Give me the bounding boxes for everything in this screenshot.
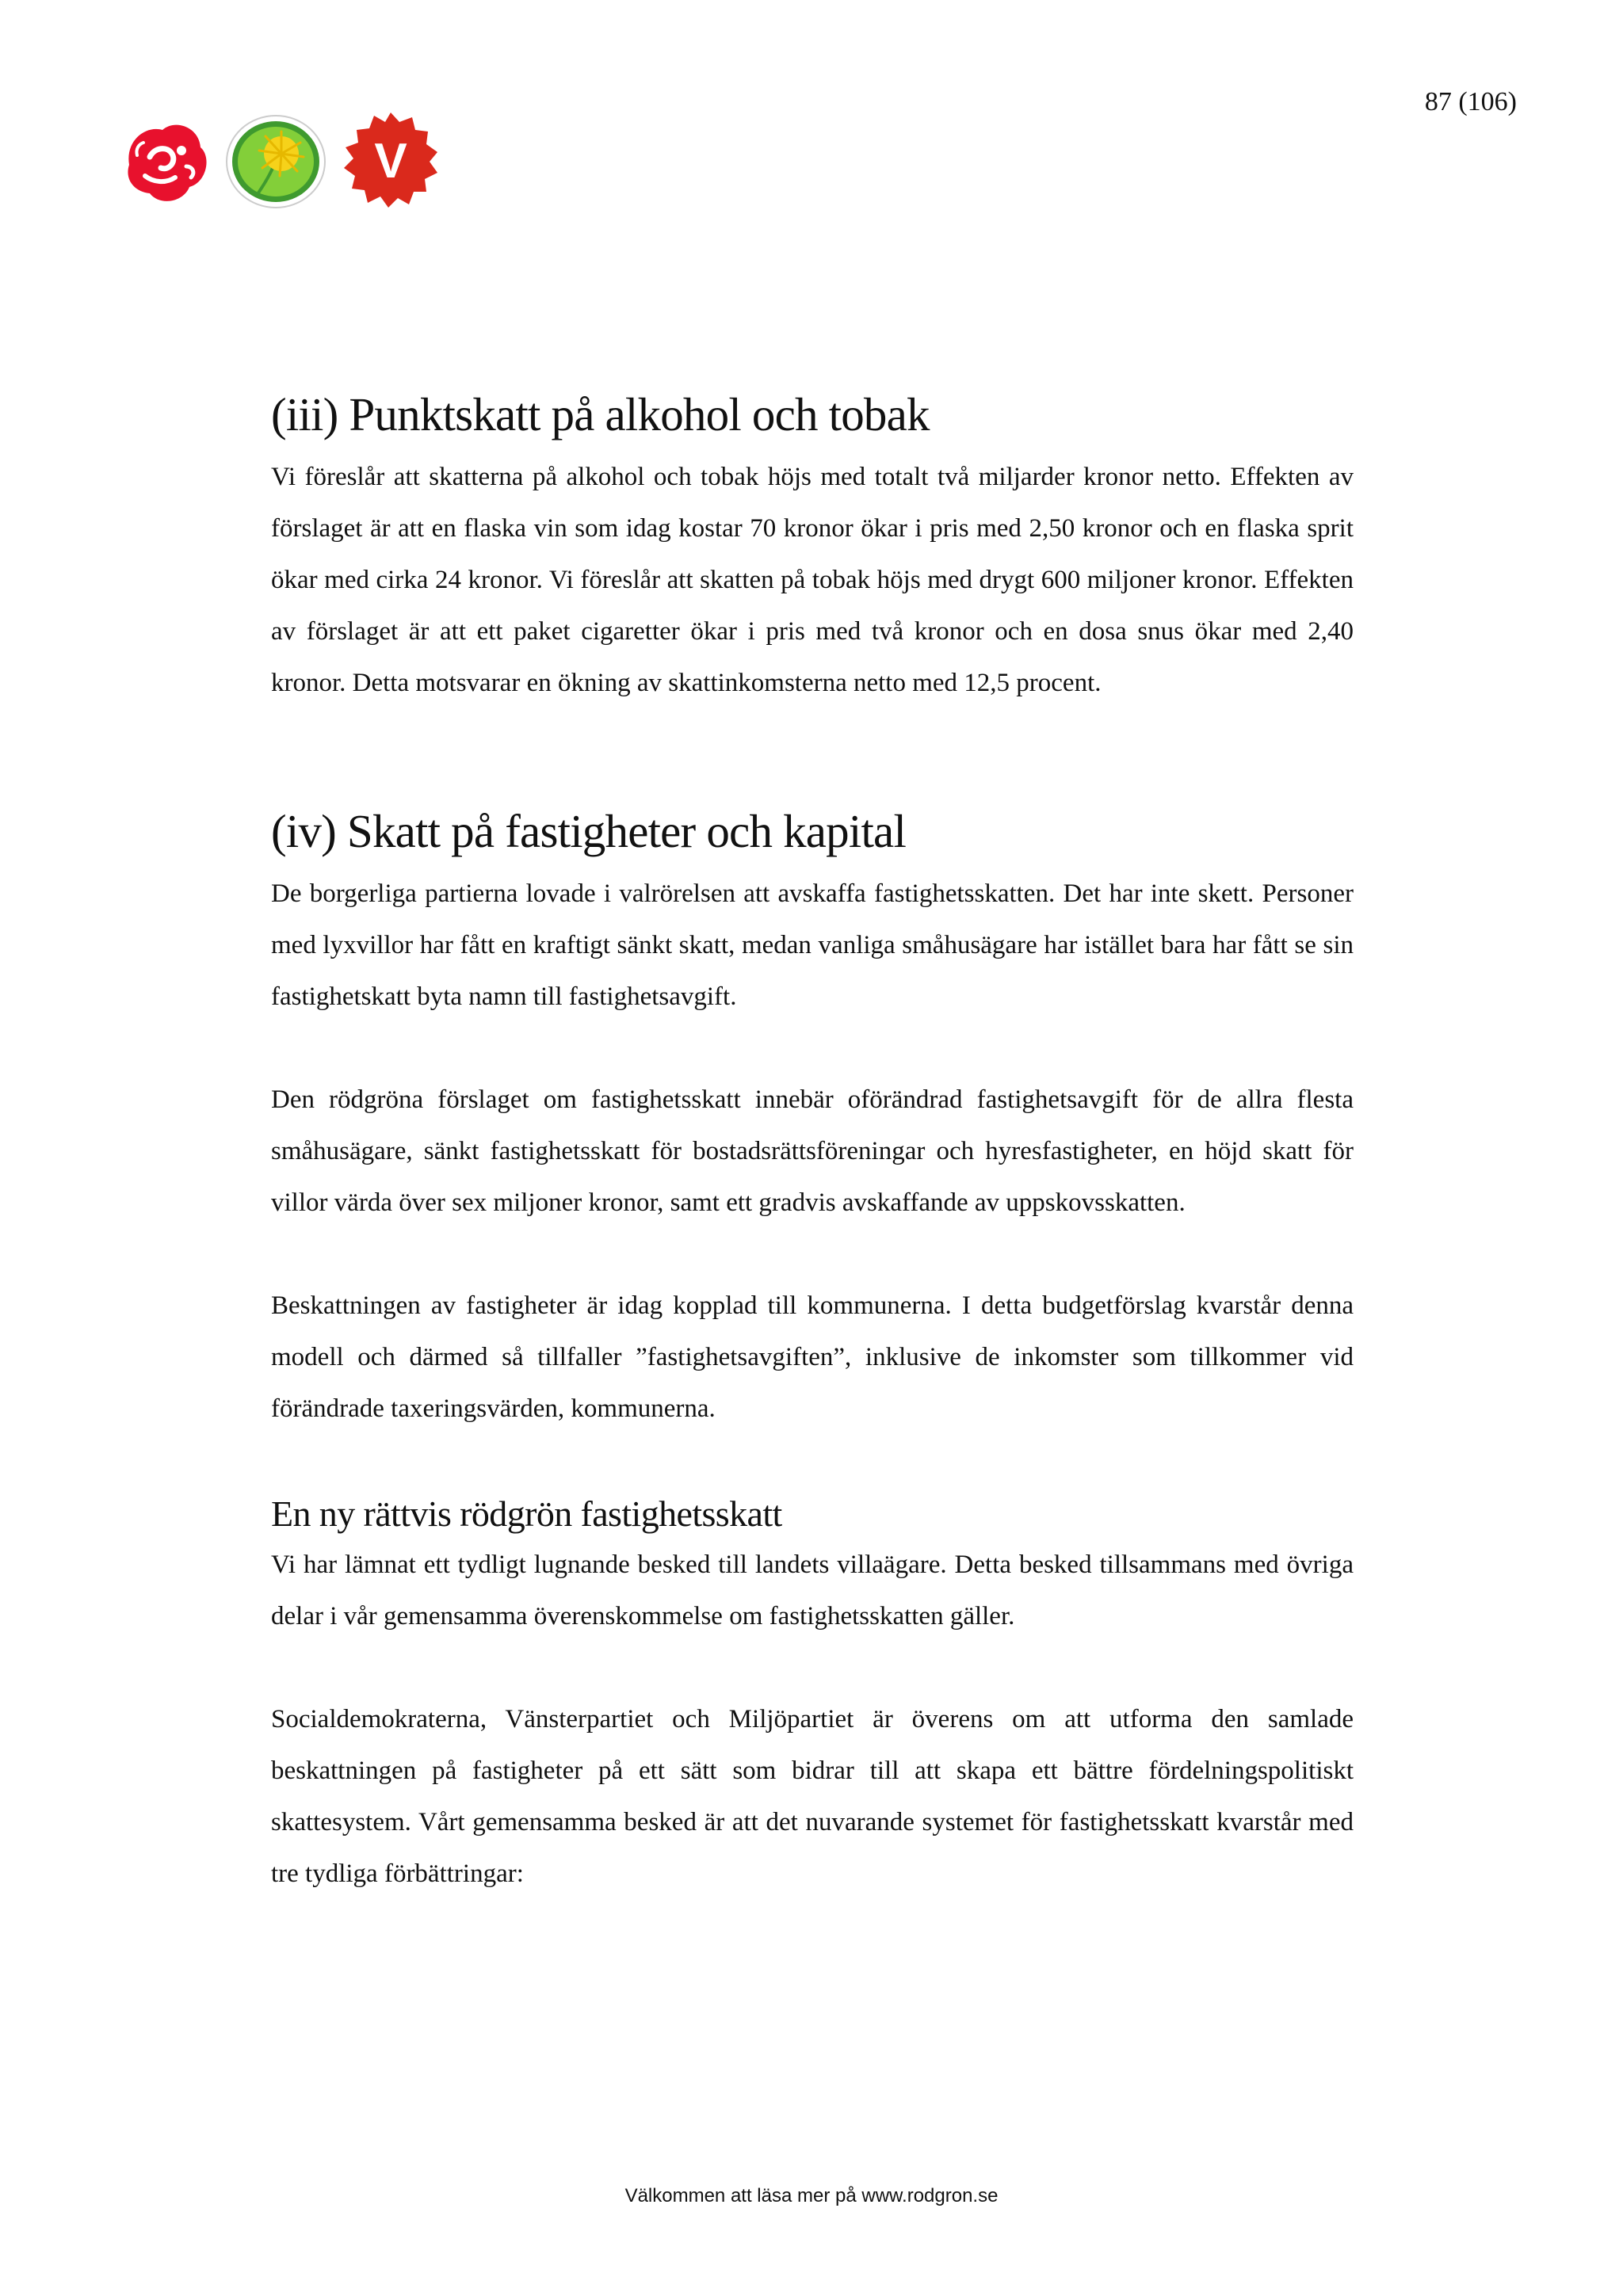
paragraph-alcohol-tobacco: Vi föreslår att skatterna på alkohol och tobak höjs med totalt två miljarder kronor netto. Effekten av förslaget är att en flaska vin som idag kostar 70 kronor ökar i pris med 2,50 kronor och en flaska sprit ökar med cirka 24 kronor. Vi föreslår att skatten på tobak höjs med drygt 600 miljoner kronor. Effekten av förslaget är att ett paket cigaretter ökar i pris med två kronor och en dosa snus ökar med 2,40 kronor. Detta motsvarar en ökning av skattinkomsterna netto med 12,5 procent. bbox=[271, 463, 1354, 697]
section-heading-property-capital: (iv) Skatt på fastigheter och kapital bbox=[271, 805, 907, 857]
social-democrats-rose-logo-icon bbox=[113, 109, 216, 212]
paragraph-property-2: Den rödgröna förslaget om fastighetsskatt innebär oförändrad fastighetsavgift för de allra flesta småhusägare, sänkt fastighetsskatt för bostadsrättsföreningar och hyresfastigheter, en höjd skatt för villor värda över sex miljoner kronor, samt ett gradvis avskaffande av uppskovsskatten. bbox=[271, 1085, 1354, 1217]
document-body bbox=[271, 383, 1354, 1900]
left-party-v-logo-icon bbox=[339, 109, 442, 212]
paragraph-property-1: De borgerliga partierna lovade i valrörelsen att avskaffa fastighetsskatten. Det har inte skett. Personer med lyxvillor har fått en kraftigt sänkt skatt, medan vanliga småhusägare har istället bara har fått se sin fastighetskatt byta namn till fastighetsavgift. bbox=[271, 879, 1354, 1011]
paragraph-property-3: Beskattningen av fastigheter är idag kopplad till kommunerna. I detta budgetförslag kvarstår denna modell och därmed så tillfaller ”fastighetsavgiften”, inklusive de inkomster som tillkommer vid förändrade taxeringsvärden, kommunerna. bbox=[271, 1291, 1354, 1423]
paragraph-fair-tax-1: Vi har lämnat ett tydligt lugnande besked till landets villaägare. Detta besked tillsammans med övriga delar i vår gemensamma överenskommelse om fastighetsskatten gäller. bbox=[271, 1550, 1354, 1630]
paragraph-fair-tax-2: Socialdemokraterna, Vänsterpartiet och Miljöpartiet är överens om att utforma den samlade beskattningen på fastigheter på ett sätt som bidrar till att skapa ett bättre fördelningspolitiskt skattesystem. Vårt gemensamma besked är att det nuvarande systemet för fastighetsskatt kvarstår med tre tydliga förbättringar: bbox=[271, 1705, 1354, 1888]
green-party-dandelion-logo-icon bbox=[224, 109, 327, 212]
party-logos bbox=[113, 109, 454, 212]
subsection-heading-fair-property-tax: En ny rättvis rödgrön fastighetsskatt bbox=[271, 1493, 782, 1534]
page-number: 87 (106) bbox=[1424, 87, 1517, 116]
left-party-v-letter: V bbox=[374, 134, 407, 189]
section-heading-alcohol-tobacco: (iii) Punktskatt på alkohol och tobak bbox=[271, 388, 930, 441]
footer-text: Välkommen att läsa mer på www.rodgron.se bbox=[624, 2185, 999, 2206]
